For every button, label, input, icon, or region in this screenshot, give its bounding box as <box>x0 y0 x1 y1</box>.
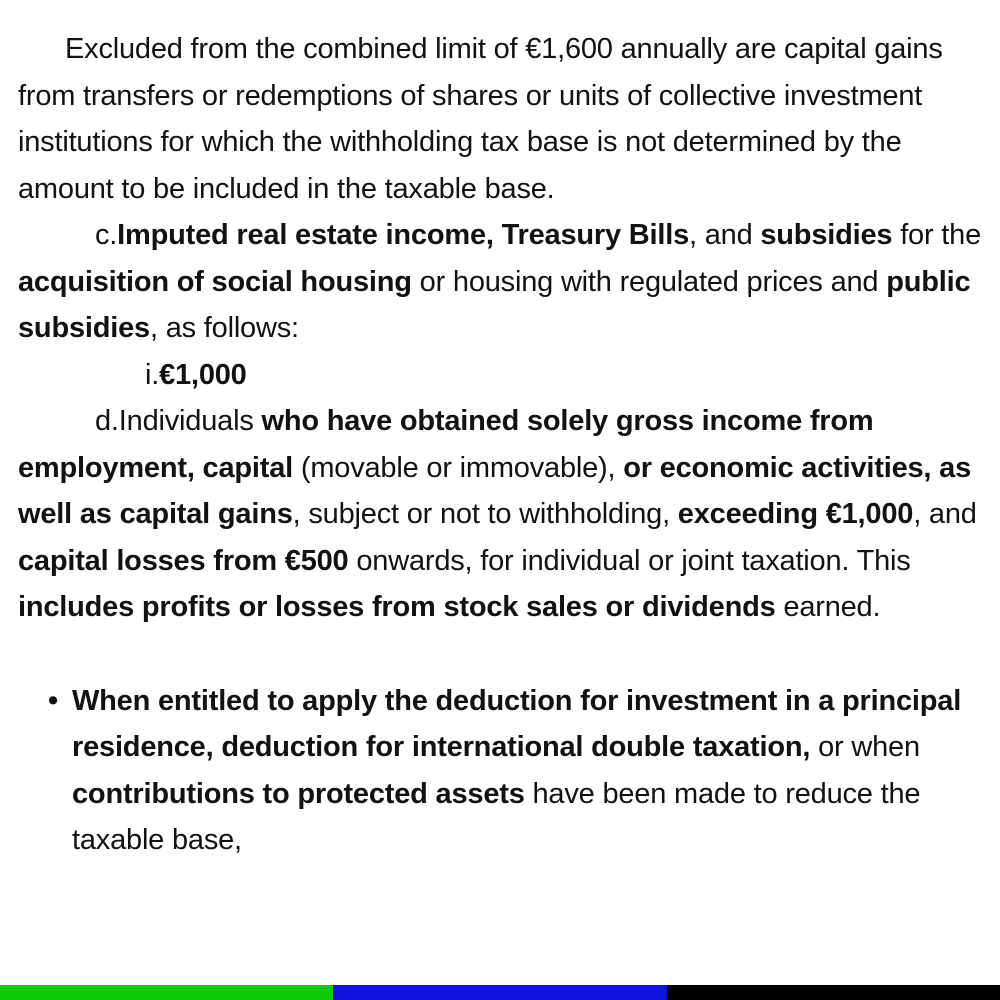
bold-text-segment: contributions to protected assets <box>72 777 525 810</box>
document-body <box>18 26 986 864</box>
bold-text-segment: includes profits or losses from stock sales or dividends <box>18 591 776 623</box>
text-segment: , and <box>689 219 761 251</box>
text-segment: onwards, for individual or joint taxation. This <box>348 544 911 577</box>
bold-text-segment: Imputed real estate income, Treasury Bills <box>117 219 689 251</box>
text-segment: or housing with regulated prices and <box>411 265 887 298</box>
text-segment: d.Individuals <box>95 405 262 437</box>
text-segment: (movable or immovable), <box>293 451 624 484</box>
bold-text-segment: acquisition of social housing <box>18 265 412 298</box>
text-segment: , as follows: <box>149 312 299 344</box>
text-segment: , and <box>913 498 977 530</box>
text-segment: , subject or not to withholding, <box>292 498 678 530</box>
paragraph <box>18 26 986 212</box>
bold-text-segment: €1,000 <box>159 358 247 391</box>
bold-text-segment: When entitled to apply the deduction for investment in a principal residence, deduction for international double taxation, <box>72 684 962 763</box>
bullet-text <box>72 678 986 864</box>
text-segment: have been made to reduce the taxable base, <box>72 777 921 856</box>
paragraph <box>18 398 986 631</box>
bullet-list-item <box>18 678 986 864</box>
paragraph <box>18 352 986 399</box>
footer-bar-black-segment <box>667 985 1000 1000</box>
footer-bar-green-segment <box>0 985 333 1000</box>
bold-text-segment: capital losses from €500 <box>18 544 349 577</box>
bold-text-segment: public subsidies <box>18 265 971 344</box>
bullet-marker-icon: • <box>48 684 58 717</box>
footer-bar-blue-segment <box>333 985 666 1000</box>
text-segment: or when <box>810 731 920 763</box>
text-segment: for the <box>892 219 982 251</box>
text-segment: i. <box>145 358 160 391</box>
paragraph <box>18 212 986 352</box>
bold-text-segment: who have obtained solely gross income from employment, capital <box>18 405 874 484</box>
footer-color-bar <box>0 985 1000 1000</box>
text-segment: Excluded from the combined limit of €1,600 annually are capital gains from transfers or redemptions of shares or units of collective investment institutions for which the withholding tax base is not determined by the amount to be included in the taxable base. <box>18 33 943 205</box>
text-segment: earned. <box>775 591 881 623</box>
bold-text-segment: exceeding €1,000 <box>677 498 914 530</box>
text-segment: c. <box>95 219 118 251</box>
bold-text-segment: subsidies <box>760 219 893 251</box>
bold-text-segment: or economic activities, as well as capital gains <box>18 451 972 530</box>
